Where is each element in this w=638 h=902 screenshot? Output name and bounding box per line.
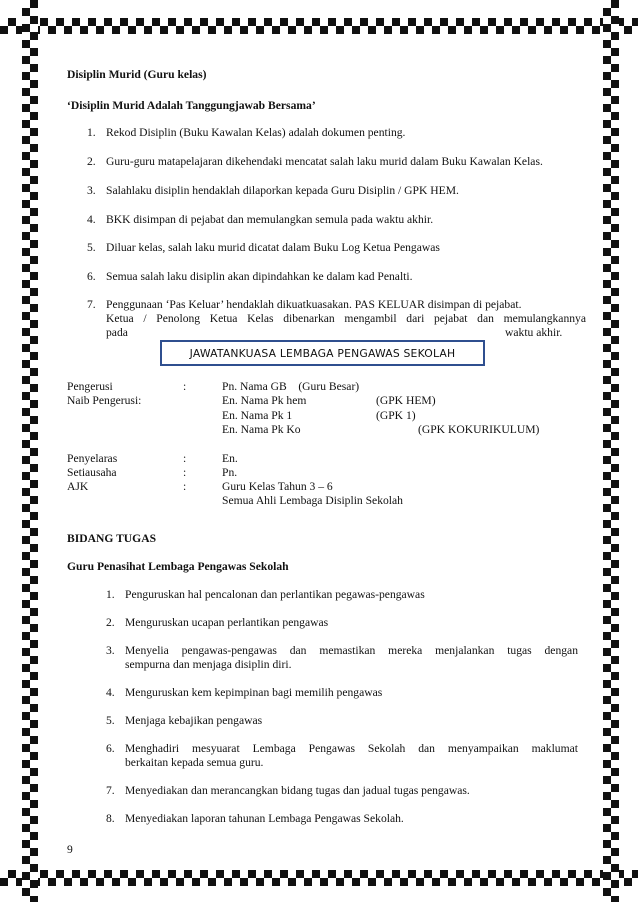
list-item-number: 6. [106, 742, 115, 755]
naib-name: En. Nama Pk hem [222, 394, 307, 407]
ajk-value: Guru Kelas Tahun 3 – 6 [222, 480, 333, 493]
page-border-right [603, 0, 619, 902]
list-item-number: 6. [87, 270, 96, 283]
list-item-number: 1. [106, 588, 115, 601]
pengerusi-label: Pengerusi [67, 380, 113, 393]
naib-role: (GPK KOKURIKULUM) [418, 423, 540, 436]
list-item-continuation: waktu akhir. [505, 326, 563, 339]
list-item: BKK disimpan di pejabat dan memulangkan semula pada waktu akhir. [106, 213, 434, 226]
list-item: Semua salah laku disiplin akan dipindahkan ke dalam kad Penalti. [106, 270, 413, 283]
section-title: Disiplin Murid (Guru kelas) [67, 68, 207, 81]
list-item: Menguruskan kem kepimpinan bagi memilih pengawas [125, 686, 383, 699]
colon: : [183, 452, 187, 465]
list-item-number: 4. [87, 213, 96, 226]
setiausaha-value: Pn. [222, 466, 238, 479]
penyelaras-label: Penyelaras [67, 452, 118, 465]
naib-role: (GPK 1) [376, 409, 416, 422]
page-border-left [22, 0, 38, 902]
page-border-bottom [0, 870, 638, 886]
list-item-number: 2. [87, 155, 96, 168]
pengerusi-value: Pn. Nama GB (Guru Besar) [222, 380, 360, 393]
naib-name: En. Nama Pk Ko [222, 423, 301, 436]
naib-role: (GPK HEM) [376, 394, 436, 407]
list-item-continuation: berkaitan kepada semua guru. [125, 756, 264, 769]
list-item-number: 5. [106, 714, 115, 727]
committee-banner [160, 340, 485, 366]
committee-banner-text: JAWATANKUASA LEMBAGA PENGAWAS SEKOLAH [189, 346, 456, 360]
list-item: Penguruskan hal pencalonan dan perlantikan pegawas-pengawas [125, 588, 425, 601]
list-item-continuation: Ketua / Penolong Ketua Kelas dibenarkan mengambil dari pejabat dan memulangkannya [106, 312, 586, 325]
list-item: Guru-guru matapelajaran dikehendaki mencatat salah laku murid dalam Buku Kawalan Kelas. [106, 155, 543, 168]
guru-penasihat-title: Guru Penasihat Lembaga Pengawas Sekolah [67, 560, 289, 573]
list-item: Menyelia pengawas-pengawas dan memastikan mereka menjalankan tugas dengan [125, 644, 578, 657]
list-item-number: 7. [106, 784, 115, 797]
list-item-number: 3. [106, 644, 115, 657]
motto: ‘Disiplin Murid Adalah Tanggungjawab Bersama’ [67, 99, 316, 112]
page-border-top [0, 18, 638, 34]
ajk-value-2: Semua Ahli Lembaga Disiplin Sekolah [222, 494, 403, 507]
list-item-number: 3. [87, 184, 96, 197]
list-item-number: 7. [87, 298, 96, 311]
naib-name: En. Nama Pk 1 [222, 409, 293, 422]
ajk-label: AJK [67, 480, 89, 493]
list-item-continuation: pada [106, 326, 128, 339]
list-item: Diluar kelas, salah laku murid dicatat dalam Buku Log Ketua Pengawas [106, 241, 440, 254]
list-item: Menyediakan laporan tahunan Lembaga Pengawas Sekolah. [125, 812, 404, 825]
colon: : [183, 480, 187, 493]
list-item: Menyediakan dan merancangkan bidang tugas dan jadual tugas pengawas. [125, 784, 470, 797]
list-item: Penggunaan ‘Pas Keluar’ hendaklah dikuatkuasakan. PAS KELUAR disimpan di pejabat. [106, 298, 522, 311]
list-item: Rekod Disiplin (Buku Kawalan Kelas) adalah dokumen penting. [106, 126, 406, 139]
list-item: Menghadiri mesyuarat Lembaga Pengawas Sekolah dan menyampaikan maklumat [125, 742, 578, 755]
colon: : [183, 466, 187, 479]
list-item-continuation: sempurna dan menjaga disiplin diri. [125, 658, 292, 671]
setiausaha-label: Setiausaha [67, 466, 117, 479]
list-item-number: 5. [87, 241, 96, 254]
list-item-number: 1. [87, 126, 96, 139]
list-item: Salahlaku disiplin hendaklah dilaporkan kepada Guru Disiplin / GPK HEM. [106, 184, 459, 197]
penyelaras-value: En. [222, 452, 238, 465]
colon: : [183, 380, 187, 393]
page-number: 9 [67, 843, 73, 856]
naib-pengerusi-label: Naib Pengerusi: [67, 394, 142, 407]
list-item: Menguruskan ucapan perlantikan pengawas [125, 616, 329, 629]
list-item-number: 8. [106, 812, 115, 825]
bidang-tugas-title: BIDANG TUGAS [67, 532, 157, 545]
list-item-number: 2. [106, 616, 115, 629]
list-item-number: 4. [106, 686, 115, 699]
list-item: Menjaga kebajikan pengawas [125, 714, 263, 727]
